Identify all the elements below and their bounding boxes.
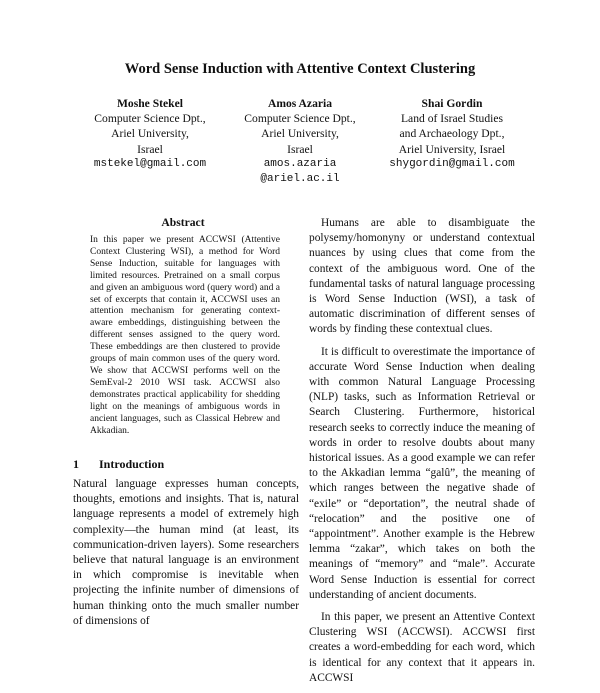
author-block-1	[65, 96, 235, 172]
author-affiliation: Land of Israel Studies and Archaeology Dpt., Ariel University, Israel	[398, 112, 506, 156]
author-email: amos.azaria @ariel.ac.il	[260, 157, 340, 186]
author-name: Moshe Stekel	[116, 97, 183, 110]
body-paragraph: In this paper, we present an Attentive Context Clustering WSI (ACCWSI). ACCWSI first creates a word-embedding for each word, which is identical for any context that it appears in. ACCWSI	[309, 611, 535, 684]
left-column	[73, 477, 299, 629]
author-block-2	[215, 96, 385, 187]
author-block-3	[367, 96, 537, 172]
abstract-text: In this paper we present ACCWSI (Attentive Context Clustering WSI), a method for Word Sense Induction, suitable for languages with limited resources. Pretrained on a small corpus and given an ambiguous word (query word) and a set of excerpts that contain it, ACCWSI uses an attention mechanism for generating context-aware embeddings, distinguishing between the different senses assigned to the query word. These embeddings are then clustered to provide groups of main common uses of the query word. We show that ACCWSI performs well on the SemEval-2 2010 WSI task. ACCWSI also demonstrates practical applicability for shedding light on the meanings of ambiguous words in ancient languages, such as Classical Hebrew and Akkadian.	[90, 235, 280, 436]
abstract-heading: Abstract	[161, 216, 205, 229]
right-column	[309, 216, 535, 693]
author-name: Amos Azaria	[267, 97, 333, 110]
body-paragraph: Humans are able to disambiguate the polysemy/homonyny or understand contextual nuances by using clues that come from the context of the ambiguous word. One of the fundamental tasks of natural language processing is Word Sense Induction (WSI), a task of automatic discrimination of different senses of words by finding these contextual clues.	[309, 217, 535, 336]
author-affiliation: Computer Science Dpt., Ariel University, Israel	[244, 112, 356, 156]
section-number: 1	[73, 457, 79, 471]
intro-paragraph: Natural language expresses human concepts, thoughts, emotions and insights. That is, natural language represents a model of extremely high complexity—the human mind (at least, its communication-driven layers). Some researchers believe that natural language is an environment in which compromise is inevitable when projecting the infinite number of dimensions of human thinking onto the much smaller number of dimensions of	[73, 478, 299, 627]
paper-title: Word Sense Induction with Attentive Context Clustering	[124, 61, 476, 77]
author-email: shygordin@gmail.com	[389, 157, 515, 170]
author-name: Shai Gordin	[421, 97, 483, 110]
author-email: mstekel@gmail.com	[93, 157, 207, 170]
body-paragraph: It is difficult to overestimate the importance of accurate Word Sense Induction when dealing with common Natural Language Processing (NLP) tasks, such as Information Retrieval or Search Clustering. Furthermore, historical research seeks to correctly induce the meaning of words in order to resolve doubts about many historical issues. As a good example we can refer to the Akkadian lemma “galû”, the meaning of which ranges between the negative shade of “exile” or “deportation”, the neutral shade of “relocation” and the positive one of “appointment”. Another example is the Hebrew lemma “zakar”, which takes on both the meanings of “memory” and “male”. Accurate Word Sense Induction is essential for correct understanding of ancient documents.	[309, 345, 535, 601]
author-affiliation: Computer Science Dpt., Ariel University, Israel	[94, 112, 206, 156]
section-title: Introduction	[99, 457, 165, 471]
section-heading	[73, 457, 164, 472]
